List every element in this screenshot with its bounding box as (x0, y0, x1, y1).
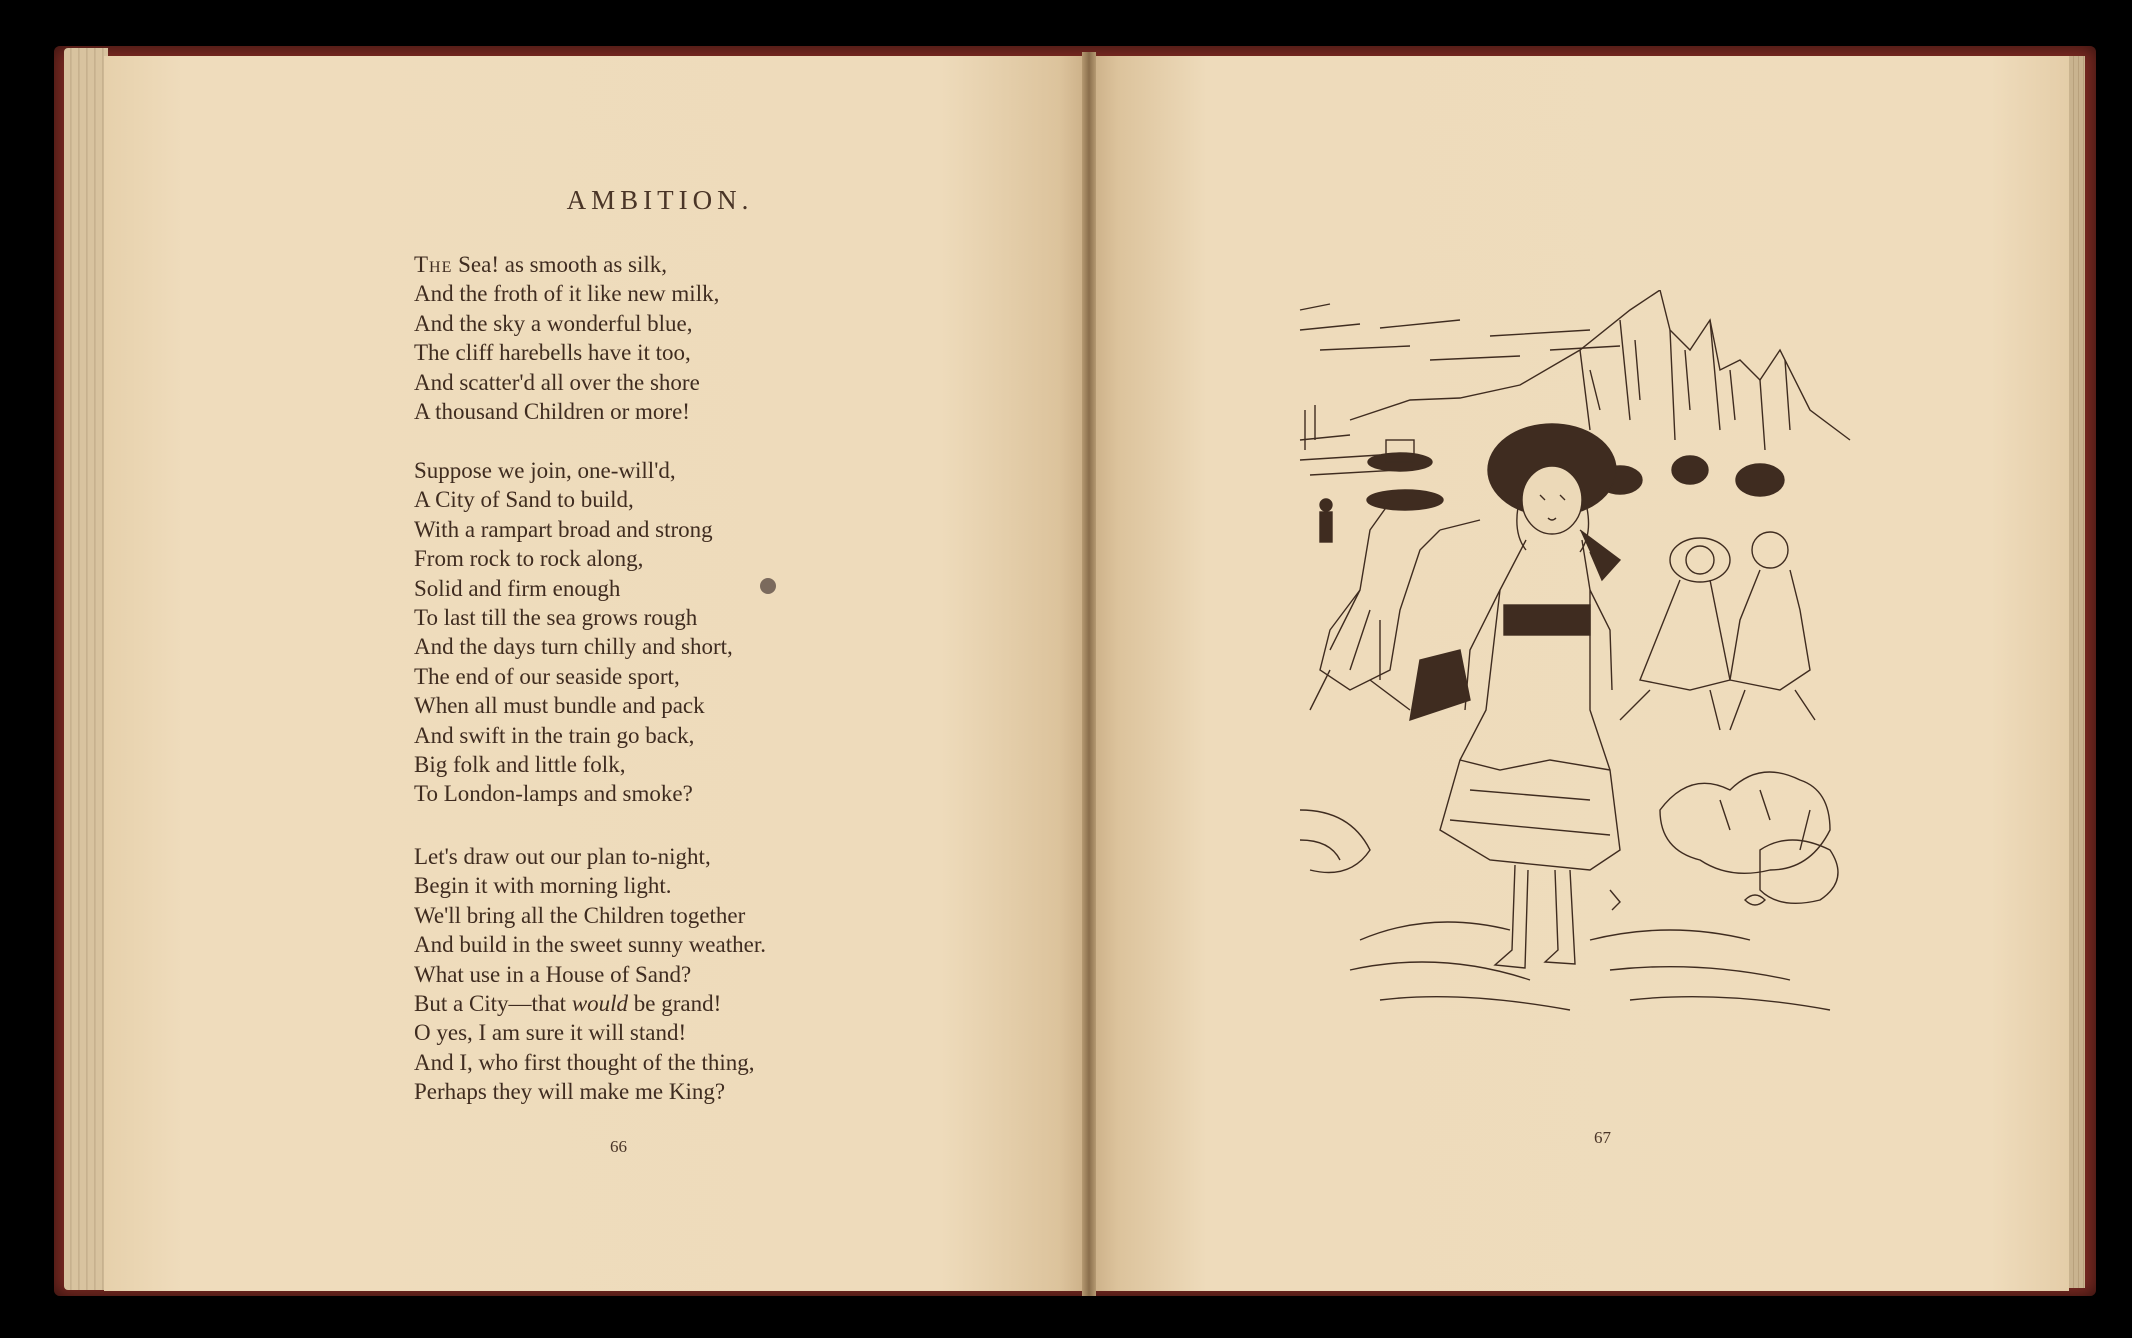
poem-line: And swift in the train go back, (414, 722, 695, 748)
poem-line: Perhaps they will make me King? (414, 1079, 726, 1105)
poem-line: To last till the sea grows rough (414, 605, 698, 631)
poem-line: The Sea! as smooth as silk, (414, 252, 668, 277)
poem-line: And scatter'd all over the shore (414, 369, 700, 395)
first-word: The (414, 252, 453, 277)
page-edges-left (64, 48, 108, 1290)
page-number-left: 66 (610, 1137, 627, 1156)
poem-line: The end of our seaside sport, (414, 663, 680, 689)
poem-line: And build in the sweet sunny weather. (414, 932, 766, 958)
poem-line: When all must bundle and pack (414, 693, 705, 719)
stanza-2 (414, 456, 733, 809)
poem-line: And the days turn chilly and short, (414, 634, 733, 660)
poem-line: And the sky a wonderful blue, (414, 310, 693, 336)
poem-line: A City of Sand to build, (414, 487, 634, 513)
poem-line: Big folk and little folk, (414, 752, 626, 778)
poem-line: To London-lamps and smoke? (414, 781, 693, 807)
emphasis: would (571, 991, 629, 1017)
poem-line: The cliff harebells have it too, (414, 340, 691, 366)
beach-illustration (1290, 290, 1870, 1030)
poem-line: Solid and firm enough (414, 575, 621, 601)
poem-line: And the froth of it like new milk, (414, 281, 720, 307)
poem-line: With a rampart broad and strong (414, 516, 713, 542)
page-edges-right (2069, 56, 2085, 1288)
stanza-1 (414, 250, 719, 426)
poem-line: Let's draw out our plan to-night, (414, 844, 711, 869)
poem-line: A thousand Children or more! (414, 399, 690, 425)
poem-line: Begin it with morning light. (414, 873, 672, 899)
poem-line: But a City—that would be grand! (414, 991, 722, 1017)
page-number-right: 67 (1594, 1128, 1611, 1147)
poem-line: We'll bring all the Children together (414, 902, 746, 928)
poem-line: O yes, I am sure it will stand! (414, 1020, 687, 1046)
poem-title: AMBITION. (566, 185, 754, 215)
stanza-3 (414, 842, 766, 1107)
poem-line: What use in a House of Sand? (414, 961, 692, 987)
ink-blot (760, 578, 776, 594)
poem-line: From rock to rock along, (414, 546, 644, 572)
book-gutter (1082, 52, 1096, 1296)
poem-line: And I, who first thought of the thing, (414, 1049, 755, 1075)
poem-line: Suppose we join, one-will'd, (414, 458, 676, 483)
